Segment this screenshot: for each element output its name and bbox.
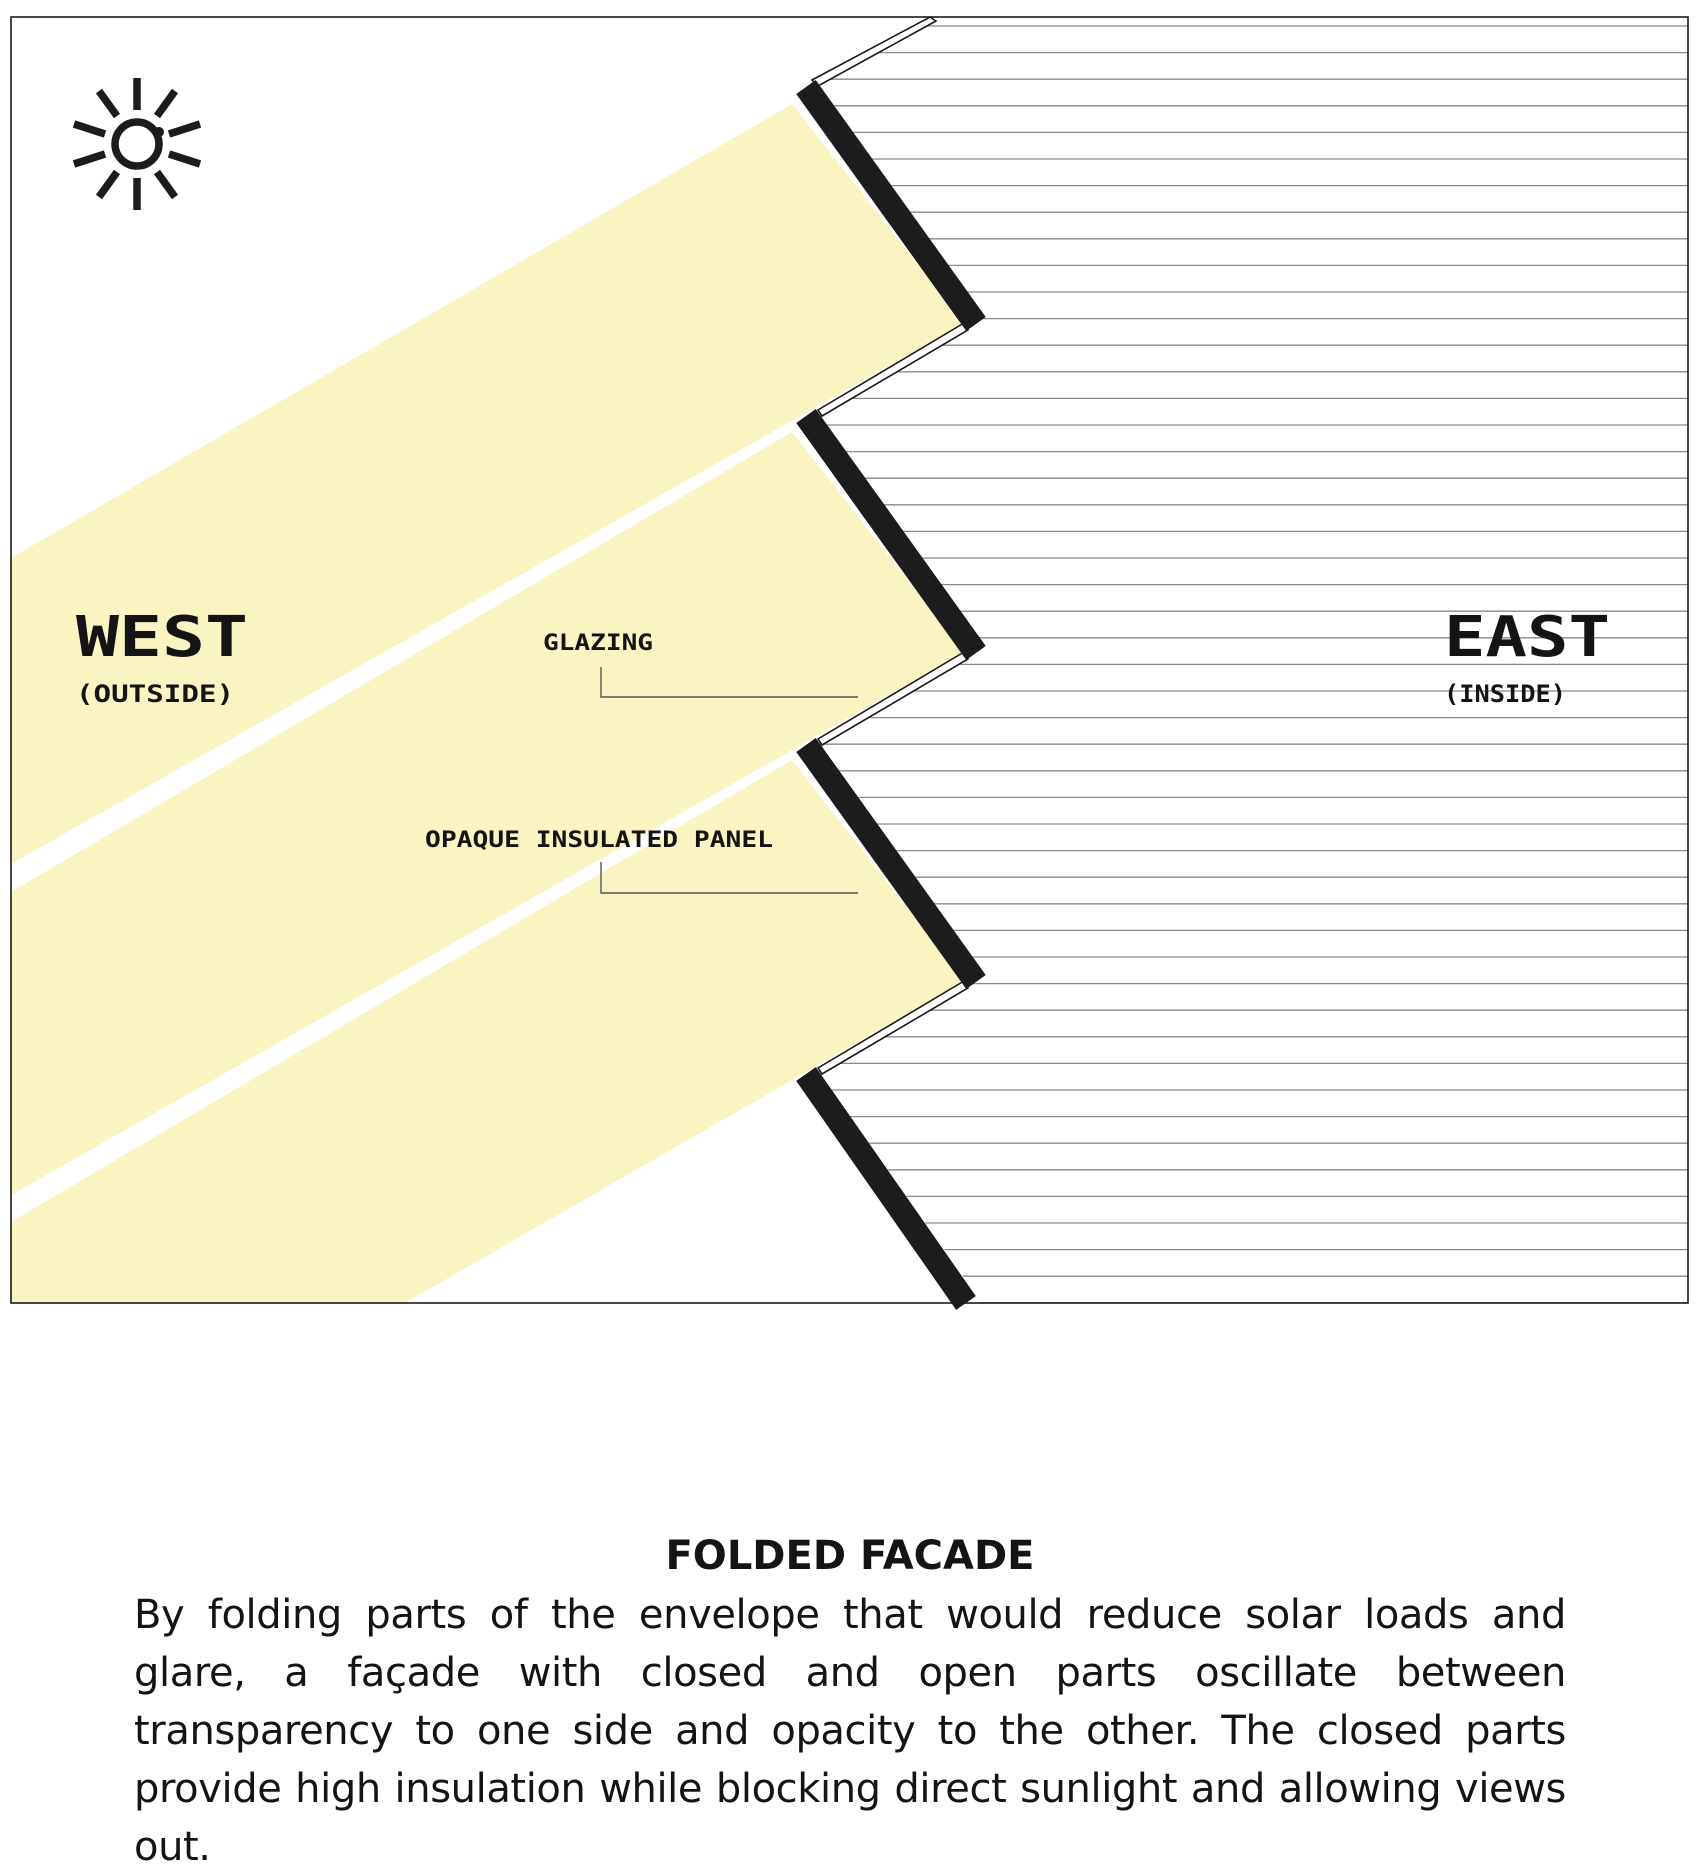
opaque-panel-label: OPAQUE INSULATED PANEL <box>425 828 773 853</box>
caption-body: By folding parts of the envelope that would reduce solar loads and glare, a façade with closed and open parts oscillate between transparency to one side and opacity to the other. The closed parts provide high insulation while blocking direct sunlight and allowing views out. <box>134 1592 1566 1870</box>
caption-title: FOLDED FACADE <box>665 1533 1035 1579</box>
east-sub-label: (INSIDE) <box>1444 680 1566 708</box>
opaque-panel <box>806 1074 966 1303</box>
sun-icon <box>74 78 200 210</box>
east-label: EAST <box>1444 605 1610 670</box>
west-label: WEST <box>76 605 248 670</box>
glazing-label: GLAZING <box>543 631 653 656</box>
west-sub-label: (OUTSIDE) <box>76 680 234 708</box>
glazing-segment <box>812 17 936 86</box>
caption <box>134 1530 1566 1876</box>
